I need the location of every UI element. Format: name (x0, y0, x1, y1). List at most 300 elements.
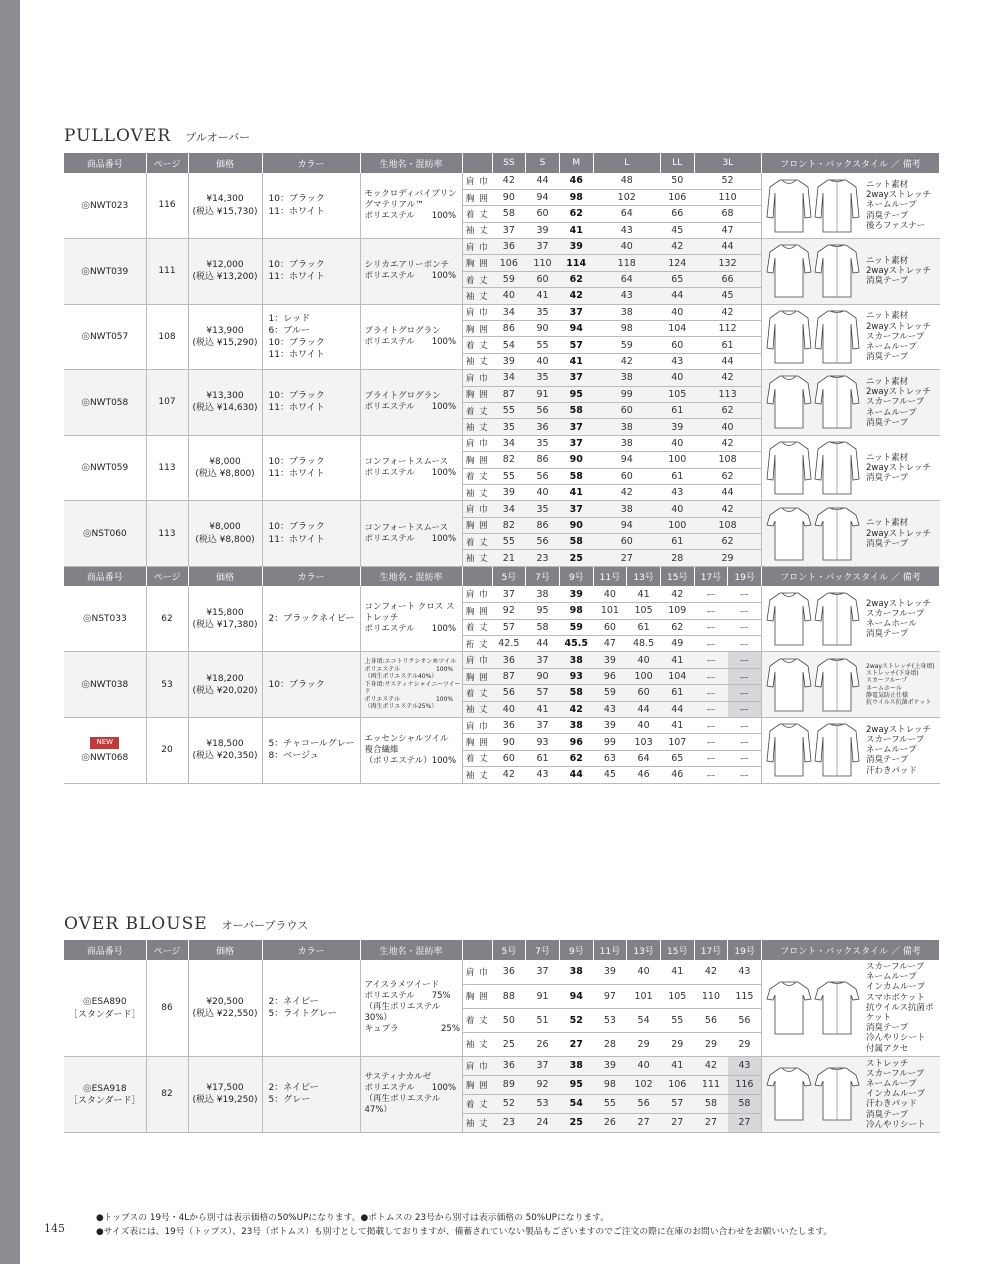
color-option: 11：ホワイト (268, 206, 325, 217)
size-value: 62 (694, 534, 761, 550)
size-value: 44 (559, 767, 593, 783)
note-item: 消臭テープ (866, 1109, 909, 1120)
pullover-b-header-size: 9号 (559, 566, 593, 586)
fabric-line: エッセンシャルツイル (364, 733, 449, 744)
size-value: 36 (526, 419, 560, 435)
size-value: 27 (559, 1032, 593, 1056)
size-value: 52 (694, 173, 761, 189)
color-option: 8：ベージュ (268, 751, 319, 762)
measure-label: 胸 囲 (462, 1075, 492, 1094)
size-value: 34 (492, 370, 526, 386)
size-value: 59 (492, 271, 526, 287)
measure-label: 胸 囲 (462, 386, 492, 402)
size-value: 37 (526, 1056, 560, 1075)
size-value: 26 (526, 1032, 560, 1056)
double-circle-icon: ◎ (81, 199, 90, 211)
measure-label: 肩 巾 (462, 501, 492, 517)
size-value: ー (728, 685, 762, 701)
product-category: ［スタンダード］ (68, 1096, 141, 1107)
size-value: 40 (660, 304, 694, 320)
color-cell (262, 239, 360, 305)
product-code: NWT068 (89, 752, 129, 763)
size-value: 39 (593, 960, 627, 984)
double-circle-icon: ◎ (82, 996, 92, 1008)
size-value: 53 (593, 1008, 627, 1032)
note-item: ネームホール (866, 618, 917, 629)
color-cell (262, 435, 360, 501)
size-value: 42 (559, 701, 593, 717)
measure-label: 着 丈 (462, 750, 492, 766)
blouse-header-size: 5号 (492, 940, 526, 960)
size-value: 44 (627, 701, 661, 717)
page-spine-bar (0, 0, 20, 1264)
size-value: 41 (660, 960, 694, 984)
product-code: NWT023 (89, 200, 129, 211)
price-with-tax: (税込 ¥17,380) (192, 619, 258, 630)
size-value: 100 (660, 517, 694, 533)
size-value: 36 (492, 1056, 526, 1075)
measure-label: 袖 丈 (462, 701, 492, 717)
note-item: 2wayストレッチ (866, 462, 932, 473)
size-value: 98 (593, 1075, 627, 1094)
size-value: 115 (728, 984, 762, 1008)
blouse-header-size: 17号 (694, 940, 728, 960)
size-value: 37 (526, 652, 560, 668)
size-value: 51 (526, 1008, 560, 1032)
product-code-cell (64, 173, 146, 239)
pullover-title-en: PULLOVER (64, 126, 172, 146)
size-value: 108 (694, 452, 761, 468)
blouse-header-style: フロント・バックスタイル ／ 備考 (762, 940, 940, 960)
size-value: 39 (492, 353, 526, 369)
size-value: 41 (660, 1056, 694, 1075)
pullover-b-header-fabric: 生地名・混紡率 (360, 566, 462, 586)
note-item: インカムループ (866, 982, 926, 993)
table-row (64, 960, 940, 984)
size-value: 35 (526, 435, 560, 451)
measure-label: 着 丈 (462, 534, 492, 550)
style-wrap (766, 590, 936, 648)
size-value: 46 (627, 767, 661, 783)
garment-back-icon (814, 656, 860, 714)
page-number: 145 (44, 1222, 65, 1235)
price-cell (188, 1056, 262, 1132)
size-value: 42 (694, 435, 761, 451)
price-with-tax: (税込 ¥13,200) (192, 272, 258, 283)
garment-back-icon (814, 177, 860, 235)
color-cell (262, 652, 360, 718)
footer-note-1: ●トップスの 19号・4Lから別寸は表示価格の50%UPになります。●ボトムスの 23号から別寸は表示価格の 50%UPになります。 (96, 1213, 610, 1223)
measure-label: 肩 巾 (462, 1056, 492, 1075)
color-cell (262, 960, 360, 1056)
fabric-line: コンフォートスムース (364, 522, 449, 533)
product-code: NWT039 (89, 266, 129, 277)
fabric-line: コンフォートスムース (364, 456, 449, 467)
measure-label: 袖 丈 (462, 1032, 492, 1056)
color-option: 10：ブラック (268, 391, 325, 402)
over-blouse-size-table (64, 940, 940, 1133)
size-value: 29 (694, 550, 761, 566)
style-wrap (766, 656, 936, 714)
size-value: 56 (627, 1094, 661, 1113)
size-value: 23 (526, 550, 560, 566)
size-value: 113 (694, 386, 761, 402)
note-item: 冷んやリシート (866, 1033, 926, 1044)
size-value: 43 (593, 288, 660, 304)
size-value: 38 (526, 586, 560, 602)
size-value: 132 (694, 255, 761, 271)
size-value: 37 (492, 222, 526, 238)
style-wrap (766, 962, 936, 1054)
size-value: 62 (559, 750, 593, 766)
size-value: 38 (593, 501, 660, 517)
size-value: 94 (593, 452, 660, 468)
garment-back-icon (814, 1065, 860, 1123)
blouse-header-color: カラー (262, 940, 360, 960)
price: ¥20,500 (206, 996, 244, 1007)
size-value: 43 (660, 353, 694, 369)
pullover-a-header-code: 商品番号 (64, 153, 146, 173)
size-value: ー (728, 767, 762, 783)
color-option: 11：ホワイト (268, 534, 325, 545)
size-value: ー (728, 701, 762, 717)
size-value: 118 (593, 255, 660, 271)
size-value: 38 (559, 718, 593, 734)
pullover-b-header-code: 商品番号 (64, 566, 146, 586)
size-value: 28 (593, 1032, 627, 1056)
size-value: 29 (728, 1032, 762, 1056)
color-option: 5：チャコールグレー (268, 739, 355, 750)
size-value: 37 (526, 239, 560, 255)
size-value: 105 (660, 984, 694, 1008)
size-value: 47 (694, 222, 761, 238)
garment-front-icon (766, 979, 812, 1037)
size-value: 39 (593, 1056, 627, 1075)
size-value: 100 (660, 452, 694, 468)
product-code-cell (64, 239, 146, 305)
pullover-a-header-size: 3L (694, 153, 761, 173)
size-value: 65 (660, 271, 694, 287)
note-item: 消臭テープ (866, 417, 909, 428)
style-notes-cell (762, 435, 940, 501)
note-item: スマホポケット (866, 992, 925, 1003)
garment-back-icon (814, 308, 860, 366)
size-value: 63 (593, 750, 627, 766)
style-wrap (766, 439, 936, 497)
size-value: ー (728, 603, 762, 619)
note-item: 2wayストレッチ(上身頃) (866, 662, 935, 670)
notes-list (862, 599, 931, 640)
fabric-cell (360, 304, 462, 370)
fabric-cell (360, 652, 462, 718)
table-row (64, 718, 940, 734)
size-value: 94 (526, 189, 560, 205)
double-circle-icon: ◎ (82, 613, 92, 625)
product-code: NST033 (91, 614, 127, 625)
color-option: 11：ホワイト (268, 469, 325, 480)
size-value: ー (694, 750, 728, 766)
size-value: ー (728, 750, 762, 766)
size-value: 90 (492, 189, 526, 205)
measure-label: 袖 丈 (462, 767, 492, 783)
size-value: 45 (694, 288, 761, 304)
fabric-line: ポリエステル 100% (364, 271, 457, 282)
size-value: 40 (627, 960, 661, 984)
size-value: 35 (526, 370, 560, 386)
size-value: 58 (559, 402, 593, 418)
size-value: 42 (694, 370, 761, 386)
fabric-line: （ポリエステル）100% (364, 755, 457, 766)
notes-list (862, 311, 931, 362)
size-value: 92 (526, 1075, 560, 1094)
price: ¥13,300 (206, 391, 244, 402)
style-wrap (766, 721, 936, 779)
size-value: 40 (526, 484, 560, 500)
style-notes-cell (762, 304, 940, 370)
size-value: 90 (526, 321, 560, 337)
color-option: 10：ブラック (268, 337, 325, 348)
note-item: 汗わきパッド (866, 765, 918, 776)
table-row (64, 173, 940, 189)
size-value: 58 (559, 534, 593, 550)
size-value: 61 (694, 337, 761, 353)
measure-label: 胸 囲 (462, 452, 492, 468)
note-item: 2wayストレッチ (866, 724, 932, 735)
color-cell (262, 1056, 360, 1132)
size-value: 61 (627, 619, 661, 635)
notes-list (862, 1059, 926, 1130)
size-value: 58 (559, 685, 593, 701)
pullover-a-header-size: LL (660, 153, 694, 173)
size-value: 62 (559, 206, 593, 222)
pullover-b-header-size: 15号 (660, 566, 694, 586)
table-row (64, 501, 940, 517)
product-code: NWT058 (89, 397, 129, 408)
size-value: ー (694, 685, 728, 701)
size-value: 41 (559, 222, 593, 238)
size-value: 58 (526, 619, 560, 635)
size-value: 60 (492, 750, 526, 766)
note-item: 消臭テープ (866, 629, 909, 640)
size-value: 25 (559, 1113, 593, 1132)
size-value: 28 (660, 550, 694, 566)
note-item: 汗わきパッド (866, 1099, 918, 1110)
price-with-tax: (税込 ¥15,290) (192, 337, 258, 348)
page-cell: 111 (146, 239, 188, 305)
style-notes-cell (762, 370, 940, 436)
size-value: 44 (526, 636, 560, 652)
size-value: 58 (728, 1094, 762, 1113)
color-option: 11：ホワイト (268, 403, 325, 414)
size-value: 27 (627, 1113, 661, 1132)
size-value: 55 (492, 402, 526, 418)
measure-label: 肩 巾 (462, 652, 492, 668)
size-value: 110 (694, 984, 728, 1008)
note-item: ネームループ (866, 407, 917, 418)
table-row (64, 435, 940, 451)
size-value: 111 (694, 1075, 728, 1094)
size-value: 29 (694, 1032, 728, 1056)
note-item: ニット素材 (866, 452, 909, 463)
over-blouse-title-en: OVER BLOUSE (64, 914, 208, 934)
size-value: 41 (559, 353, 593, 369)
note-item: 静電気防止仕様 (866, 692, 909, 700)
measure-label: 肩 巾 (462, 435, 492, 451)
size-value: 59 (559, 619, 593, 635)
size-value: 64 (593, 271, 660, 287)
note-item: ネームホール (866, 684, 902, 692)
size-value: 90 (526, 668, 560, 684)
fabric-line: サスティナカルゼ (364, 1072, 432, 1083)
note-item: 2wayストレッチ (866, 598, 932, 609)
note-item: 消臭テープ (866, 276, 909, 287)
size-value: 37 (559, 419, 593, 435)
size-value: 27 (593, 550, 660, 566)
size-value: ー (694, 734, 728, 750)
price: ¥8,000 (209, 456, 241, 467)
size-value: 44 (660, 701, 694, 717)
pullover-size-table (64, 153, 940, 784)
size-value: ー (694, 603, 728, 619)
notes-list (862, 180, 931, 231)
size-value: 35 (526, 501, 560, 517)
size-value: 40 (660, 501, 694, 517)
garment-back-icon (814, 439, 860, 497)
size-value: ー (694, 767, 728, 783)
size-value: 38 (593, 435, 660, 451)
size-value: ー (728, 668, 762, 684)
size-value: 82 (492, 517, 526, 533)
size-value: ー (694, 636, 728, 652)
price: ¥18,500 (206, 739, 244, 750)
measure-label: 着 丈 (462, 271, 492, 287)
size-value: 94 (593, 517, 660, 533)
garment-back-icon (814, 505, 860, 563)
size-value: 42 (694, 960, 728, 984)
size-value: 91 (526, 386, 560, 402)
size-value: 114 (559, 255, 593, 271)
size-value: 110 (526, 255, 560, 271)
fabric-line: 上身頃:エコトリクシオン®ツイル (364, 658, 457, 666)
note-item: スカーフループ (866, 397, 925, 408)
size-value: 60 (526, 271, 560, 287)
garment-front-icon (766, 721, 812, 779)
size-value: 45 (660, 222, 694, 238)
size-value: 103 (627, 734, 661, 750)
size-value: 42.5 (492, 636, 526, 652)
size-value: 102 (593, 189, 660, 205)
double-circle-icon: ◎ (81, 331, 90, 343)
size-value: 60 (593, 468, 660, 484)
pullover-b-header-page: ページ (146, 566, 188, 586)
fabric-cell (360, 501, 462, 567)
fabric-line: コンフォート クロス ストレッチ (364, 602, 455, 624)
note-item: 消臭テープ (866, 1023, 909, 1034)
product-code: ESA918 (91, 1083, 127, 1094)
size-value: 107 (660, 734, 694, 750)
size-value: 62 (694, 402, 761, 418)
blouse-header-size: 19号 (728, 940, 762, 960)
measure-label: 着 丈 (462, 337, 492, 353)
size-value: 37 (559, 501, 593, 517)
notes-list (862, 725, 931, 776)
size-value: 34 (492, 501, 526, 517)
color-option: 2：ネイビー (268, 1083, 319, 1094)
size-value: 50 (660, 173, 694, 189)
size-value: 55 (526, 337, 560, 353)
measure-label: 袖 丈 (462, 419, 492, 435)
double-circle-icon: ◎ (82, 1082, 92, 1094)
size-value: 108 (694, 517, 761, 533)
color-option: 6：ブルー (268, 325, 310, 336)
notes-list (862, 377, 931, 428)
pullover-b-header-size: 7号 (526, 566, 560, 586)
size-value: ー (694, 701, 728, 717)
color-option: 10：ブラック (268, 260, 325, 271)
note-item: 冷んやリシート (866, 1119, 926, 1130)
note-item: 2wayストレッチ (866, 321, 932, 332)
size-value: 62 (559, 271, 593, 287)
garment-back-icon (814, 242, 860, 300)
fabric-line: ポリエステル 100% (364, 336, 457, 347)
size-value: 87 (492, 386, 526, 402)
size-value: 56 (526, 534, 560, 550)
blouse-header-row (64, 940, 940, 960)
size-value: 39 (559, 239, 593, 255)
size-value: 38 (559, 960, 593, 984)
fabric-cell (360, 1056, 462, 1132)
size-value: 93 (526, 734, 560, 750)
size-value: 59 (593, 337, 660, 353)
page-cell: 108 (146, 304, 188, 370)
product-category: ［スタンダード］ (68, 1009, 141, 1020)
size-value: 42 (660, 586, 694, 602)
double-circle-icon: ◎ (81, 678, 90, 690)
measure-label: 着 丈 (462, 206, 492, 222)
blouse-header-size: 7号 (526, 940, 560, 960)
measure-label: 着 丈 (462, 1094, 492, 1113)
size-value: 45.5 (559, 636, 593, 652)
color-cell (262, 304, 360, 370)
measure-label: 胸 囲 (462, 189, 492, 205)
size-value: ー (728, 652, 762, 668)
blouse-header-size: 13号 (627, 940, 661, 960)
fabric-line: アイスラメツイード (364, 980, 440, 991)
table-row (64, 652, 940, 668)
size-value: 37 (559, 370, 593, 386)
style-notes-cell (762, 652, 940, 718)
size-value: 94 (559, 321, 593, 337)
size-value: 64 (593, 206, 660, 222)
pullover-b-header-size: 19号 (728, 566, 762, 586)
size-value: 43 (728, 1056, 762, 1075)
size-value: 66 (660, 206, 694, 222)
note-item: ニット素材 (866, 256, 909, 267)
size-value: 116 (728, 1075, 762, 1094)
size-value: 95 (559, 1075, 593, 1094)
size-value: 38 (559, 652, 593, 668)
pullover-title-jp: プルオーバー (185, 131, 251, 144)
price-with-tax: (税込 ¥15,730) (192, 206, 258, 217)
price-cell (188, 652, 262, 718)
page-cell: 20 (146, 718, 188, 784)
size-value: 60 (593, 402, 660, 418)
measure-label: 袖 丈 (462, 550, 492, 566)
size-value: 90 (492, 734, 526, 750)
size-value: 50 (492, 1008, 526, 1032)
pullover-a-header-page: ページ (146, 153, 188, 173)
note-item: ネームループ (866, 342, 917, 352)
